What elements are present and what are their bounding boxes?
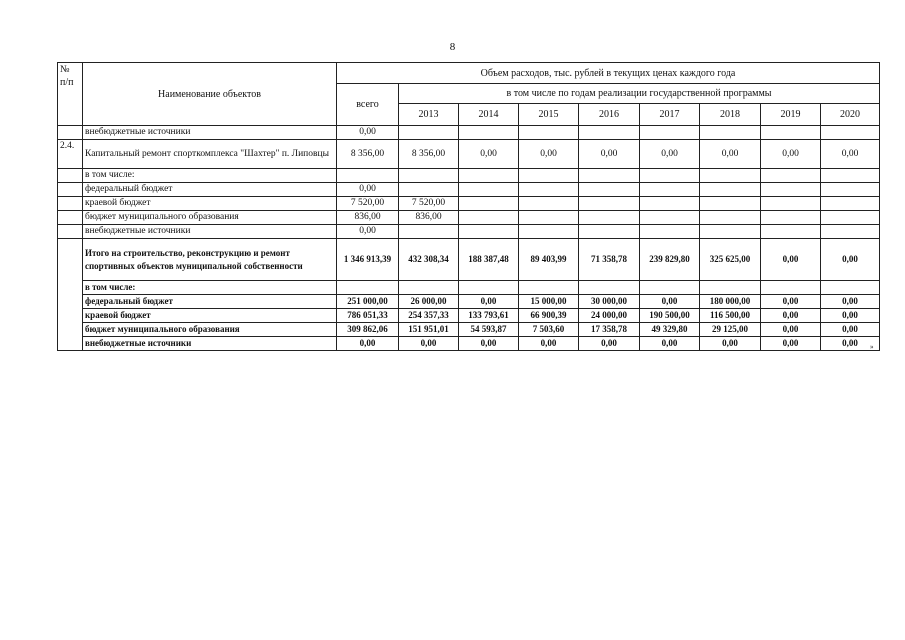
row-value (399, 126, 459, 140)
header-year: 2013 (399, 104, 459, 126)
row-value: 0,00 (399, 337, 459, 351)
row-value: 24 000,00 (579, 309, 640, 323)
row-value: 0,00 (459, 140, 519, 169)
row-value (821, 281, 880, 295)
row-value (821, 169, 880, 183)
row-value: 325 625,00 (700, 239, 761, 281)
row-value (640, 225, 700, 239)
row-value: 0,00 (761, 239, 821, 281)
table-row (58, 126, 880, 140)
row-number (58, 197, 83, 211)
row-value (640, 211, 700, 225)
row-value: 0,00 (640, 295, 700, 309)
row-value: 180 000,00 (700, 295, 761, 309)
row-value: 0,00 (761, 295, 821, 309)
row-value (821, 126, 880, 140)
page-number: 8 (449, 41, 456, 53)
row-number (58, 183, 83, 197)
row-name: в том числе: (83, 169, 337, 183)
header-year: 2018 (700, 104, 761, 126)
row-value (519, 183, 579, 197)
row-value (459, 183, 519, 197)
table-row (58, 337, 880, 351)
table-row (58, 323, 880, 337)
expenses-table (57, 62, 880, 351)
row-name: Итого на строительство, реконструкцию и ремонт спортивных объектов муниципальной собственности (83, 239, 337, 281)
row-value: 0,00 (700, 337, 761, 351)
row-value (821, 225, 880, 239)
row-value (700, 197, 761, 211)
table-row (58, 225, 880, 239)
row-value (579, 211, 640, 225)
row-value: 7 520,00 (399, 197, 459, 211)
row-value (700, 183, 761, 197)
row-value: 0,00 (761, 323, 821, 337)
row-value (399, 225, 459, 239)
row-total: 251 000,00 (337, 295, 399, 309)
row-value (821, 183, 880, 197)
row-value (821, 211, 880, 225)
header-volume: Объем расходов, тыс. рублей в текущих ценах каждого года (337, 63, 880, 84)
row-value: 0,00 (761, 140, 821, 169)
row-value: 0,00 (579, 140, 640, 169)
row-value: 49 329,80 (640, 323, 700, 337)
row-value (761, 211, 821, 225)
row-name: краевой бюджет (83, 309, 337, 323)
row-value (640, 281, 700, 295)
row-total (337, 281, 399, 295)
row-value: 0,00 (821, 309, 880, 323)
row-value: 0,00 (519, 140, 579, 169)
row-value: 0,00 (640, 140, 700, 169)
header-year: 2016 (579, 104, 640, 126)
row-name: внебюджетные источники (83, 337, 337, 351)
row-total: 0,00 (337, 183, 399, 197)
row-name: бюджет муниципального образования (83, 211, 337, 225)
header-year: 2019 (761, 104, 821, 126)
row-value: 0,00 (519, 337, 579, 351)
row-value: 8 356,00 (399, 140, 459, 169)
row-name: внебюджетные источники (83, 126, 337, 140)
row-value (761, 197, 821, 211)
row-value: 0,00 (579, 337, 640, 351)
row-value: 0,00 (761, 309, 821, 323)
row-value (579, 197, 640, 211)
row-number (58, 169, 83, 183)
row-number (58, 126, 83, 140)
row-value (761, 126, 821, 140)
row-value (640, 126, 700, 140)
row-value: 254 357,33 (399, 309, 459, 323)
row-name: федеральный бюджет (83, 183, 337, 197)
row-value: 836,00 (399, 211, 459, 225)
row-total: 7 520,00 (337, 197, 399, 211)
row-value: 239 829,80 (640, 239, 700, 281)
row-value (519, 169, 579, 183)
row-value (519, 211, 579, 225)
row-value: 0,00 (821, 140, 880, 169)
row-value (579, 126, 640, 140)
row-value: 0,00 (821, 323, 880, 337)
row-total: 0,00 (337, 225, 399, 239)
row-total: 836,00 (337, 211, 399, 225)
row-value: 7 503,60 (519, 323, 579, 337)
row-value (399, 281, 459, 295)
row-value: 432 308,34 (399, 239, 459, 281)
row-value: 89 403,99 (519, 239, 579, 281)
row-value (640, 169, 700, 183)
row-value (519, 225, 579, 239)
table-row (58, 140, 880, 169)
row-value (700, 225, 761, 239)
row-name: Капитальный ремонт спорткомплекса "Шахтер" п. Липовцы (83, 140, 337, 169)
header-name: Наименование объектов (83, 63, 337, 126)
row-value (459, 225, 519, 239)
header-year: 2014 (459, 104, 519, 126)
row-value (459, 169, 519, 183)
row-value (761, 225, 821, 239)
row-number: 2.4. (58, 140, 83, 169)
row-value: 17 358,78 (579, 323, 640, 337)
row-total: 0,00 (337, 337, 399, 351)
row-total: 1 346 913,39 (337, 239, 399, 281)
row-value: 54 593,87 (459, 323, 519, 337)
row-value: 0,00 (761, 337, 821, 351)
row-name: федеральный бюджет (83, 295, 337, 309)
row-value (640, 197, 700, 211)
row-value: 0,00 (700, 140, 761, 169)
row-total: 0,00 (337, 126, 399, 140)
table-row (58, 169, 880, 183)
row-value: 30 000,00 (579, 295, 640, 309)
row-value: 133 793,61 (459, 309, 519, 323)
row-value (579, 225, 640, 239)
row-name: в том числе: (83, 281, 337, 295)
row-value (821, 197, 880, 211)
row-value (761, 183, 821, 197)
row-value: 0,00 (459, 295, 519, 309)
row-value (519, 281, 579, 295)
header-year: 2017 (640, 104, 700, 126)
row-value (519, 126, 579, 140)
table-row (58, 197, 880, 211)
row-value: 116 500,00 (700, 309, 761, 323)
row-value (459, 211, 519, 225)
row-value: 26 000,00 (399, 295, 459, 309)
row-value (761, 281, 821, 295)
row-value: 71 358,78 (579, 239, 640, 281)
row-value: 0,00 (640, 337, 700, 351)
row-name: бюджет муниципального образования (83, 323, 337, 337)
header-year: 2015 (519, 104, 579, 126)
row-value: 0,00 (821, 337, 880, 351)
row-total: 309 862,06 (337, 323, 399, 337)
row-total: 8 356,00 (337, 140, 399, 169)
table-row (58, 281, 880, 295)
row-number (58, 211, 83, 225)
row-name: внебюджетные источники (83, 225, 337, 239)
corner-mark: » (870, 343, 874, 351)
row-value: 0,00 (821, 295, 880, 309)
row-value (700, 211, 761, 225)
row-value (519, 197, 579, 211)
table-row (58, 183, 880, 197)
row-value (579, 169, 640, 183)
row-value (399, 169, 459, 183)
row-value (459, 281, 519, 295)
row-value: 0,00 (821, 239, 880, 281)
header-year: 2020 (821, 104, 880, 126)
row-value (399, 183, 459, 197)
header-total: всего (337, 84, 399, 126)
row-value (700, 281, 761, 295)
row-value: 0,00 (459, 337, 519, 351)
row-value (459, 197, 519, 211)
row-value (761, 169, 821, 183)
table-row (58, 295, 880, 309)
row-value (700, 126, 761, 140)
row-value: 151 951,01 (399, 323, 459, 337)
row-value (700, 169, 761, 183)
row-value (579, 183, 640, 197)
row-total: 786 051,33 (337, 309, 399, 323)
row-value (459, 126, 519, 140)
row-total (337, 169, 399, 183)
row-number (58, 239, 83, 351)
row-value (579, 281, 640, 295)
row-value: 188 387,48 (459, 239, 519, 281)
row-name: краевой бюджет (83, 197, 337, 211)
table-row (58, 211, 880, 225)
row-value: 15 000,00 (519, 295, 579, 309)
table-row (58, 309, 880, 323)
row-value: 29 125,00 (700, 323, 761, 337)
table-row (58, 239, 880, 281)
header-by-year: в том числе по годам реализации государственной программы (399, 84, 880, 104)
row-value: 66 900,39 (519, 309, 579, 323)
row-value: 190 500,00 (640, 309, 700, 323)
row-value (640, 183, 700, 197)
row-number (58, 225, 83, 239)
header-num: № п/п (58, 63, 83, 126)
